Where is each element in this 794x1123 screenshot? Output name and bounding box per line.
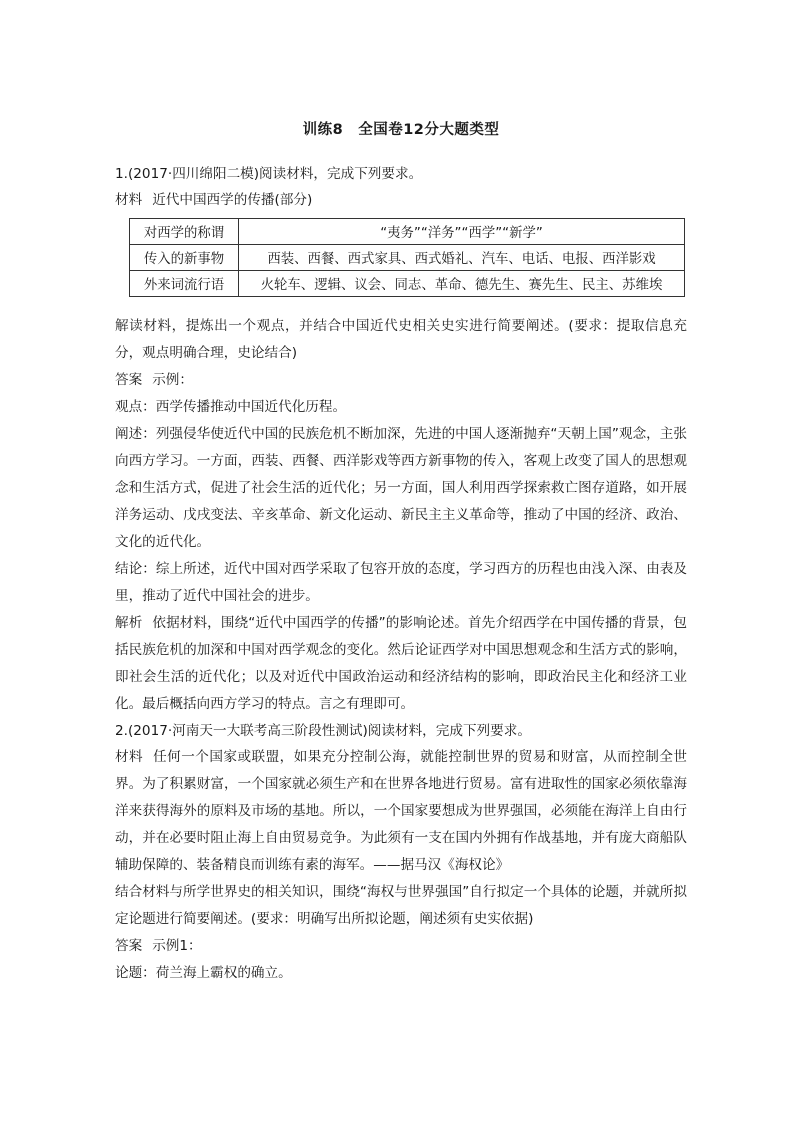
answer-intro: 示例1： bbox=[152, 938, 202, 954]
material-table bbox=[129, 218, 685, 297]
answer-label: 答案 bbox=[115, 938, 143, 954]
table-cell: 火轮车、逻辑、议会、同志、革命、德先生、赛先生、民主、苏维埃 bbox=[239, 271, 685, 297]
analysis-text: 依据材料，围绕“近代中国西学的传播”的影响论述。首先介绍西学在中国传播的背景，包括民族危机的加深和中国对西学观念的变化。然后论证西学对中国思想观念和生活方式的影响，即社会生活的近代化；以及对近代中国政治运动和经济结构的影响，即政治民主化和经济工业化。最后概括向西方学习的特点。言之有理即可。 bbox=[115, 615, 687, 712]
question-2-instruction: 结合材料与所学世界史的相关知识，围绕“海权与世界强国”自行拟定一个具体的论题，并就所拟定论题进行简要阐述。(要求：明确写出所拟论题，阐述须有史实依据) bbox=[115, 884, 687, 927]
document-page bbox=[115, 118, 687, 987]
table-cell: 传入的新事物 bbox=[130, 245, 239, 271]
table-row bbox=[130, 271, 685, 297]
answer-conclusion: 结论：综上所述，近代中国对西学采取了包容开放的态度，学习西方的历程也由浅入深、由表及里，推动了近代中国社会的进步。 bbox=[115, 561, 687, 604]
table-cell: 对西学的称谓 bbox=[130, 219, 239, 245]
table-cell: “夷务”“洋务”“西学”“新学” bbox=[239, 219, 685, 245]
material-2-text: 任何一个国家或联盟，如果充分控制公海，就能控制世界的贸易和财富，从而控制全世界。为了积累财富，一个国家就必须生产和在世界各地进行贸易。富有进取性的国家必须依靠海洋来获得海外的原料及市场的基地。所以，一个国家要想成为世界强国，必须能在海洋上自由行动，并在必要时阻止海上自由贸易竞争。为此须有一支在国内外拥有作战基地，并有庞大商船队辅助保障的、装备精良而训练有素的海军。——据马汉《海权论》 bbox=[115, 749, 687, 873]
material-label: 材料 bbox=[115, 192, 143, 208]
answer-2-topic: 论题：荷兰海上霸权的确立。 bbox=[115, 965, 292, 981]
question-2-header: 2.(2017·河南天一大联考高三阶段性测试)阅读材料，完成下列要求。 bbox=[115, 723, 531, 739]
analysis-1 bbox=[115, 610, 687, 718]
material-1-title: 近代中国西学的传播(部分) bbox=[152, 192, 313, 208]
answer-elaboration: 阐述：列强侵华使近代中国的民族危机不断加深，先进的中国人逐渐抛弃“天朝上国”观念，主张向西方学习。一方面，西装、西餐、西洋影戏等西方新事物的传入，客观上改变了国人的思想观念和生活方式，促进了社会生活的近代化；另一方面，国人利用西学探索救亡图存道路，如开展洋务运动、戊戌变法、辛亥革命、新文化运动、新民主主义革命等，推动了中国的经济、政治、文化的近代化。 bbox=[115, 426, 687, 550]
analysis-label: 解析 bbox=[115, 615, 143, 631]
table-row bbox=[130, 245, 685, 271]
material-2 bbox=[115, 744, 687, 879]
question-1-instruction: 解读材料，提炼出一个观点，并结合中国近代史相关史实进行简要阐述。(要求：提取信息充分，观点明确合理，史论结合) bbox=[115, 318, 687, 361]
answer-2-heading bbox=[115, 933, 687, 960]
answer-viewpoint: 观点：西学传播推动中国近代化历程。 bbox=[115, 399, 347, 415]
answer-label: 答案 bbox=[115, 372, 143, 388]
answer-intro: 示例： bbox=[152, 372, 193, 388]
table-cell: 外来词流行语 bbox=[130, 271, 239, 297]
question-1-header: 1.(2017·四川绵阳二模)阅读材料，完成下列要求。 bbox=[115, 166, 423, 182]
material-1-caption bbox=[115, 187, 687, 214]
table-cell: 西装、西餐、西式家具、西式婚礼、汽车、电话、电报、西洋影戏 bbox=[239, 245, 685, 271]
table-row bbox=[130, 219, 685, 245]
page-title: 训练8 全国卷12分大题类型 bbox=[302, 122, 500, 138]
material-label: 材料 bbox=[115, 749, 144, 765]
answer-1-heading bbox=[115, 367, 687, 394]
